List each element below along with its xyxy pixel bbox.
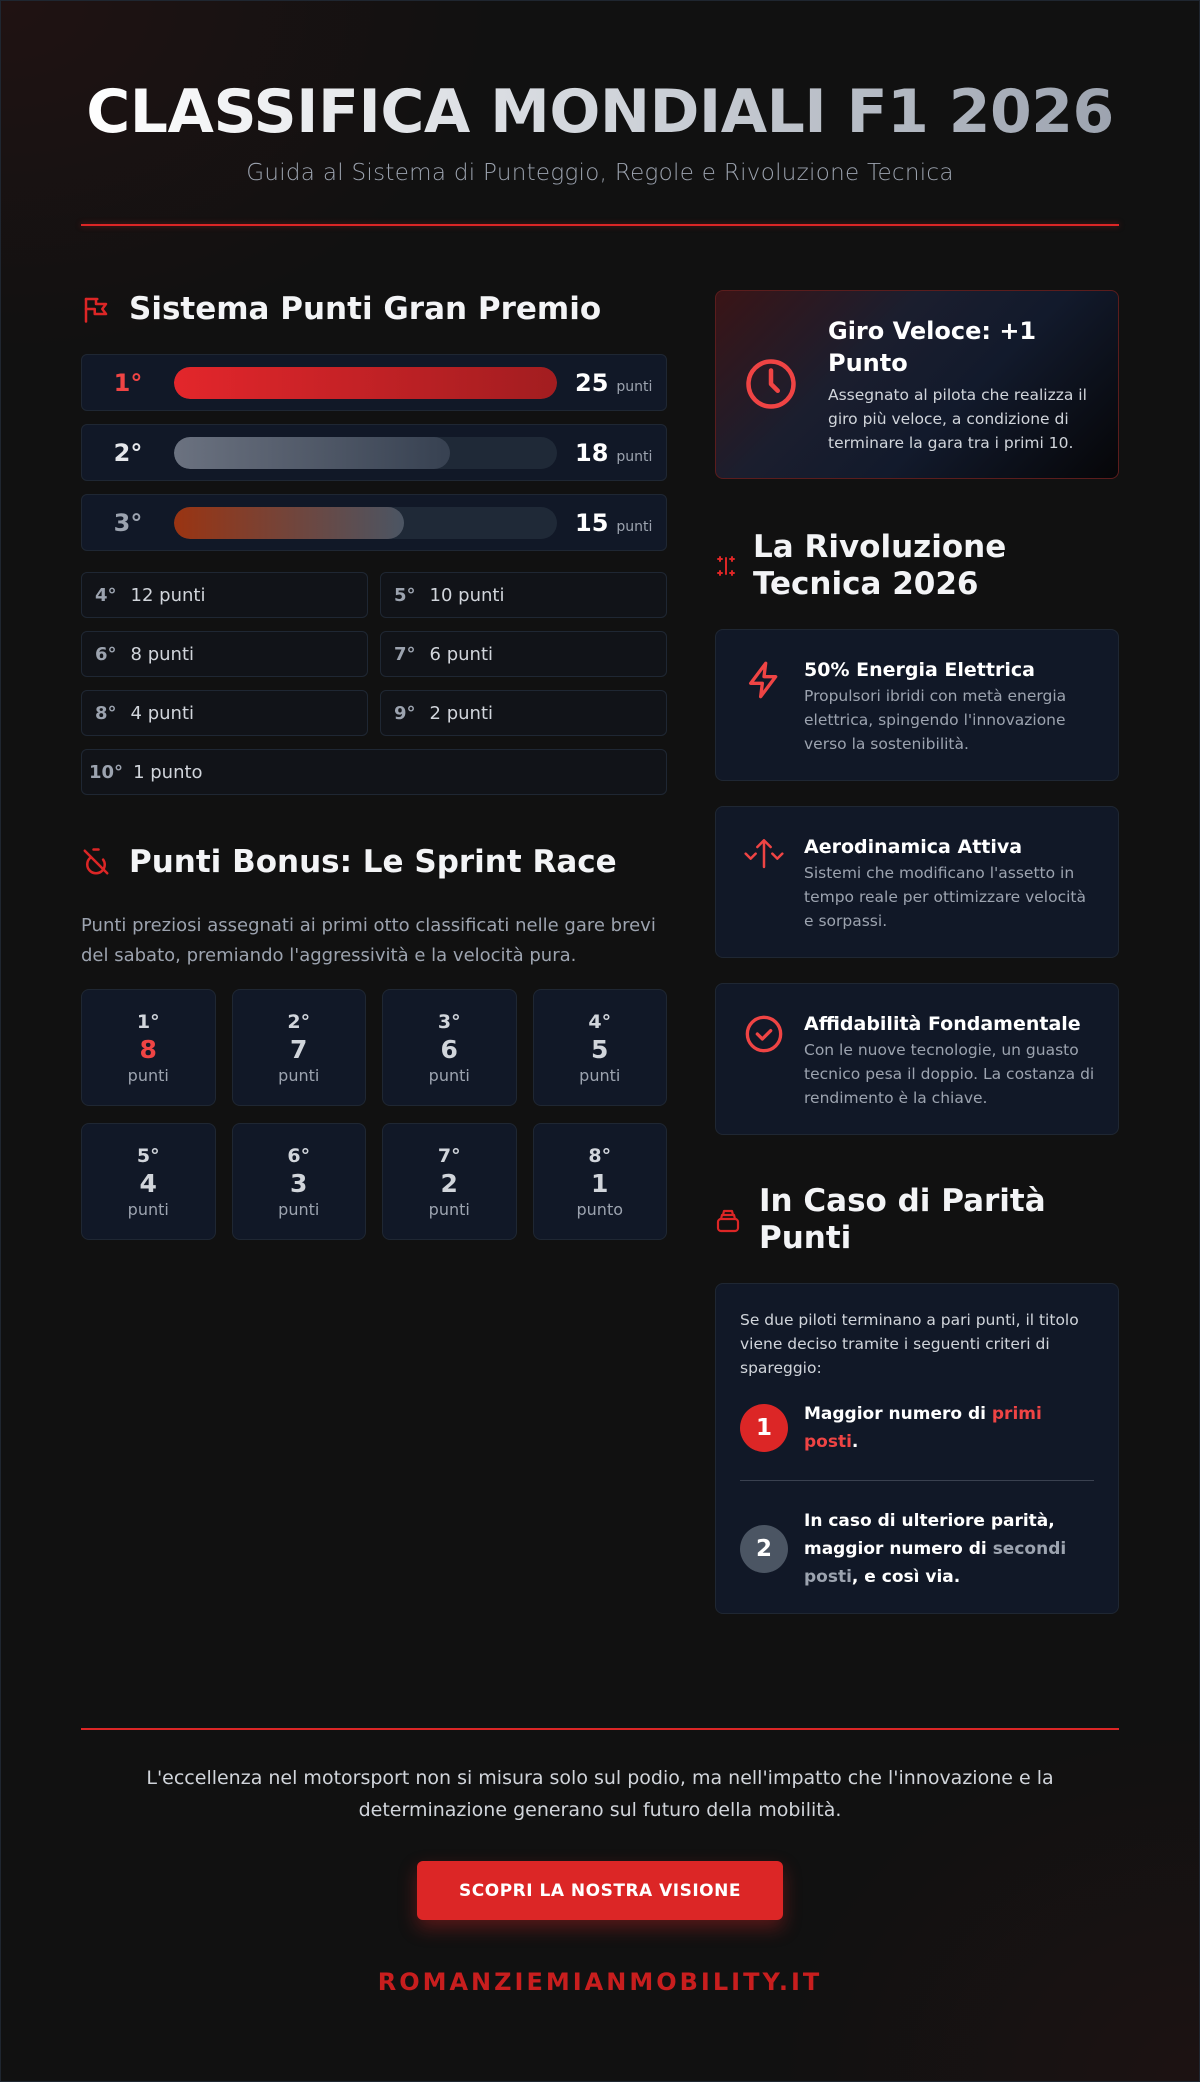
points-unit: punti <box>428 1199 470 1219</box>
points-value: 2 punti <box>429 702 494 724</box>
position-cell <box>81 690 368 736</box>
sparkles-icon <box>715 552 737 580</box>
feature-description: Con le nuove tecnologie, un guasto tecnico pesa il doppio. La costanza di rendimento è la chiave. <box>804 1041 1095 1107</box>
feature-card-energy <box>715 629 1119 781</box>
points-unit: punti <box>616 518 653 535</box>
position-label: 8° <box>95 702 117 724</box>
sprint-description: Punti preziosi assegnati ai primi otto classificati nelle gare brevi del sabato, premiando l'aggressività e la velocità pura. <box>81 915 656 966</box>
points-bar-track <box>174 437 557 469</box>
flag-icon <box>81 294 111 324</box>
revolution-heading <box>715 529 1119 603</box>
feature-text <box>804 656 1098 756</box>
criterion-divider <box>740 1480 1094 1481</box>
criterion-text <box>804 1400 1094 1456</box>
points-unit: punti <box>278 1065 320 1085</box>
points-value: 6 punti <box>429 643 494 665</box>
check-circle-icon <box>744 1014 784 1054</box>
section-title: La Rivoluzione Tecnica 2026 <box>753 529 1007 602</box>
points-number: 25 <box>575 368 609 397</box>
sprint-section <box>81 843 667 1240</box>
points-unit: punti <box>616 448 653 465</box>
page-header <box>81 0 1119 226</box>
position-label: 9° <box>394 702 416 724</box>
criterion-highlight: secondi posti <box>804 1539 1067 1587</box>
position-label: 2° <box>113 438 143 467</box>
feature-title: Affidabilità Fondamentale <box>804 1013 1081 1035</box>
points-bar-fill <box>174 507 404 539</box>
position-label: 1° <box>113 368 143 397</box>
sprint-card <box>232 1123 367 1240</box>
points-value <box>575 509 652 537</box>
section-title: In Caso di Parità Punti <box>759 1183 1046 1256</box>
points-number: 2 <box>440 1168 458 1198</box>
position-label: 5° <box>136 1144 160 1167</box>
sprint-card <box>533 989 668 1106</box>
points-number: 7 <box>290 1034 308 1064</box>
points-value: 12 punti <box>130 584 206 606</box>
right-column <box>715 290 1119 1614</box>
tiebreak-criterion-1 <box>740 1400 1094 1456</box>
position-cell <box>380 572 667 618</box>
tiebreak-intro: Se due piloti terminano a pari punti, il titolo viene deciso tramite i seguenti criteri di spareggio: <box>740 1311 1079 1377</box>
feature-title: 50% Energia Elettrica <box>804 659 1035 681</box>
points-unit: punti <box>616 378 653 395</box>
points-unit: punti <box>428 1065 470 1085</box>
criterion-text-suffix: . <box>851 1432 859 1452</box>
left-column <box>81 290 667 1614</box>
gp-points-heading <box>81 290 667 328</box>
sprint-card <box>81 989 216 1106</box>
points-value: 10 punti <box>429 584 505 606</box>
position-label: 4° <box>95 584 117 606</box>
podium-row-1 <box>81 354 667 411</box>
content-columns <box>81 290 1119 1614</box>
points-number: 5 <box>591 1034 609 1064</box>
position-label: 3° <box>113 508 143 537</box>
points-value <box>575 439 652 467</box>
position-label: 2° <box>287 1010 311 1033</box>
position-cell <box>81 631 368 677</box>
feature-card-aero <box>715 806 1119 958</box>
page-subtitle: Guida al Sistema di Punteggio, Regole e Rivoluzione Tecnica <box>246 160 954 186</box>
header-divider <box>81 224 1119 226</box>
fastest-lap-title: Giro Veloce: +1 Punto <box>828 317 1037 377</box>
points-unit: punti <box>127 1065 169 1085</box>
discover-vision-button[interactable]: SCOPRI LA NOSTRA VISIONE <box>417 1861 783 1920</box>
sprint-heading <box>81 843 667 881</box>
criterion-text-prefix: Maggior numero di <box>804 1404 992 1424</box>
points-unit: punti <box>127 1199 169 1219</box>
sprint-card <box>382 989 517 1106</box>
timer-off-icon <box>81 847 111 877</box>
tiebreak-card <box>715 1283 1119 1614</box>
criterion-number-badge: 2 <box>740 1525 788 1573</box>
website-link[interactable]: ROMANZIEMIANMOBILITY.IT <box>377 1968 823 1996</box>
feature-title: Aerodinamica Attiva <box>804 836 1023 858</box>
criterion-text-suffix: , e così via. <box>851 1567 961 1587</box>
position-label: 3° <box>437 1010 461 1033</box>
points-number: 6 <box>440 1034 458 1064</box>
position-cell <box>81 749 667 795</box>
position-cell <box>380 690 667 736</box>
feature-card-reliability <box>715 983 1119 1135</box>
position-label: 6° <box>287 1144 311 1167</box>
revolution-section <box>715 529 1119 1135</box>
lightning-icon <box>744 660 784 700</box>
feature-description: Propulsori ibridi con metà energia elettrica, spingendo l'innovazione verso la sostenibilità. <box>804 687 1067 753</box>
points-value: 8 punti <box>130 643 195 665</box>
position-cell <box>380 631 667 677</box>
points-value <box>575 369 652 397</box>
points-unit: punto <box>576 1199 623 1219</box>
footer-divider <box>81 1728 1119 1730</box>
criterion-text-prefix: In caso di ulteriore parità, maggior numero di <box>804 1511 1055 1559</box>
points-bar-track <box>174 507 557 539</box>
section-title: Sistema Punti Gran Premio <box>129 291 602 327</box>
sprint-card <box>533 1123 668 1240</box>
section-title: Punti Bonus: Le Sprint Race <box>129 844 617 880</box>
podium-list <box>81 354 667 551</box>
position-label: 6° <box>95 643 117 665</box>
position-cell <box>81 572 368 618</box>
aero-arrows-icon <box>744 837 784 877</box>
points-bar-fill <box>174 367 557 399</box>
gp-points-section <box>81 290 667 795</box>
fastest-lap-card <box>715 290 1119 479</box>
page-container <box>81 0 1119 1614</box>
criterion-text <box>804 1507 1094 1591</box>
page-title: CLASSIFICA MONDIALI F1 2026 <box>81 76 1119 148</box>
position-label: 1° <box>136 1010 160 1033</box>
points-bar-track <box>174 367 557 399</box>
points-number: 15 <box>575 508 609 537</box>
points-number: 18 <box>575 438 609 467</box>
stack-icon <box>715 1206 741 1234</box>
tiebreak-heading <box>715 1183 1119 1257</box>
feature-text <box>804 1010 1098 1110</box>
position-label: 4° <box>588 1010 612 1033</box>
points-value: 1 punto <box>133 761 203 783</box>
sprint-points-grid <box>81 989 667 1240</box>
fastest-lap-description: Assegnato al pilota che realizza il giro più veloce, a condizione di terminare la gara tra i primi 10. <box>828 386 1087 452</box>
points-value: 4 punti <box>130 702 195 724</box>
feature-text <box>804 833 1098 933</box>
sprint-card <box>232 989 367 1106</box>
points-bar-fill <box>174 437 450 469</box>
position-label: 10° <box>89 761 124 783</box>
podium-row-2 <box>81 424 667 481</box>
position-label: 8° <box>588 1144 612 1167</box>
podium-row-3 <box>81 494 667 551</box>
fastest-lap-text <box>828 315 1098 455</box>
points-unit: punti <box>278 1199 320 1219</box>
points-number: 1 <box>591 1168 609 1198</box>
points-number: 8 <box>139 1034 157 1064</box>
position-label: 7° <box>394 643 416 665</box>
points-unit: punti <box>579 1065 621 1085</box>
position-label: 5° <box>394 584 416 606</box>
points-number: 4 <box>139 1168 157 1198</box>
tiebreak-section <box>715 1183 1119 1614</box>
points-number: 3 <box>290 1168 308 1198</box>
clock-icon <box>744 357 798 411</box>
feature-description: Sistemi che modificano l'assetto in tempo reale per ottimizzare velocità e sorpassi. <box>804 864 1086 930</box>
sprint-card <box>81 1123 216 1240</box>
criterion-highlight: primi posti <box>804 1404 1042 1452</box>
criterion-number-badge: 1 <box>740 1404 788 1452</box>
tiebreak-criterion-2 <box>740 1507 1094 1591</box>
other-positions-grid <box>81 572 667 795</box>
sprint-card <box>382 1123 517 1240</box>
footer-quote: L'eccellenza nel motorsport non si misura solo sul podio, ma nell'impatto che l'innovazione e la determinazione generano sul futuro della mobilità. <box>146 1767 1054 1821</box>
position-label: 7° <box>437 1144 461 1167</box>
